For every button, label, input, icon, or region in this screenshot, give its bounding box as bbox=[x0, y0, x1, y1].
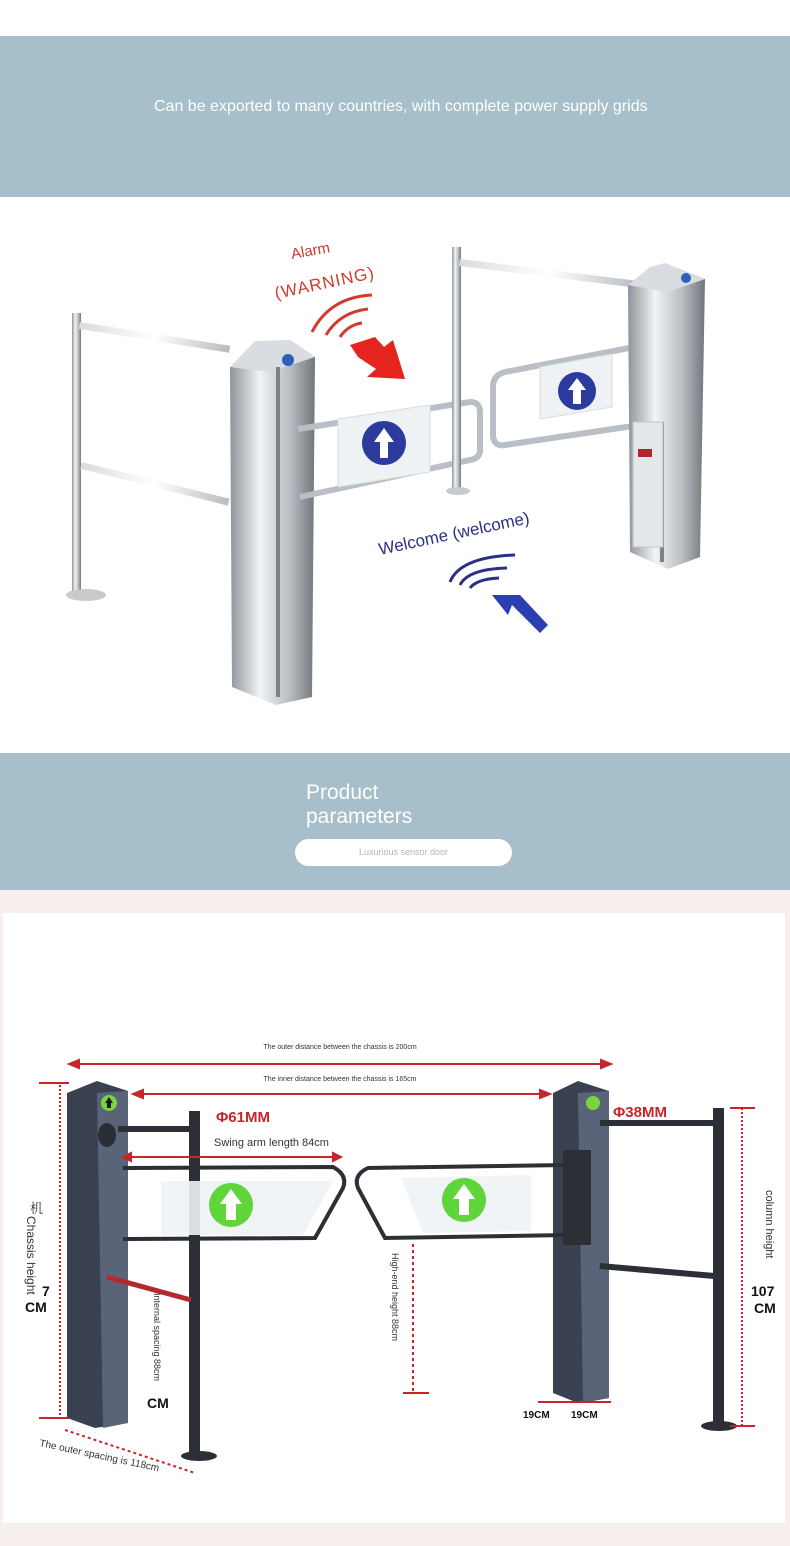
left-cabinet bbox=[230, 340, 315, 705]
high-end-label: High-end height 88cm bbox=[390, 1253, 400, 1342]
inner-distance-dimension bbox=[133, 1090, 550, 1098]
outer-distance-label: The outer distance between the chassis is 200cm bbox=[263, 1044, 417, 1051]
alarm-label: Alarm bbox=[289, 239, 332, 263]
right-dark-cabinet bbox=[553, 1081, 609, 1403]
column-height-dimension bbox=[730, 1108, 755, 1426]
chassis-value-1: 7 bbox=[42, 1283, 50, 1299]
internal-spacing-label: Internal spacing 88cm bbox=[152, 1293, 162, 1382]
welcome-signal-wave-icon bbox=[450, 555, 515, 588]
spec-diagram bbox=[3, 913, 785, 1523]
column-height-label: column height bbox=[763, 1190, 775, 1259]
internal-cm-label: CM bbox=[147, 1395, 169, 1411]
outer-spacing-label: The outer spacing is 118cm bbox=[38, 1438, 161, 1475]
right-post bbox=[599, 1108, 737, 1431]
phi61-label: Φ61MM bbox=[216, 1109, 270, 1126]
chassis-char: 机 bbox=[30, 1201, 44, 1216]
column-value-2: CM bbox=[754, 1300, 776, 1316]
welcome-label: Welcome (welcome) bbox=[376, 508, 532, 559]
top-banner bbox=[0, 36, 790, 197]
blue-arrow-icon bbox=[492, 595, 548, 633]
chassis-height-text: Chassis height bbox=[24, 1216, 38, 1295]
hero-product-image bbox=[0, 197, 790, 753]
swing-arm-label: Swing arm length 84cm bbox=[214, 1137, 329, 1149]
red-arrow-icon bbox=[350, 337, 405, 379]
column-value-1: 107 bbox=[751, 1283, 775, 1299]
phi38-label: Φ38MM bbox=[613, 1104, 667, 1121]
swing-arm-dimension bbox=[123, 1153, 341, 1161]
swing-gate-illustration bbox=[0, 197, 790, 753]
warning-label: (WARNING) bbox=[272, 263, 377, 303]
spec-diagram-card bbox=[3, 913, 785, 1523]
export-tagline: Can be exported to many countries, with complete power supply grids bbox=[154, 98, 648, 115]
outer-distance-dimension bbox=[69, 1060, 611, 1068]
right-cabinet bbox=[628, 263, 705, 569]
high-end-dimension bbox=[403, 1244, 429, 1393]
parameters-title: Product parameters bbox=[306, 781, 413, 828]
left-spec-arm bbox=[123, 1167, 344, 1239]
base-right-label: 19CM bbox=[571, 1410, 598, 1421]
left-railing bbox=[66, 313, 230, 601]
sensor-door-pill: Luxurious sensor door bbox=[295, 839, 512, 866]
left-dark-cabinet bbox=[67, 1081, 128, 1428]
inner-distance-label: The inner distance between the chassis is 165cm bbox=[263, 1076, 417, 1083]
chassis-value-2: CM bbox=[25, 1299, 47, 1315]
chassis-height-dimension bbox=[39, 1083, 69, 1418]
alarm-signal-wave-icon bbox=[312, 295, 372, 337]
product-parameters-banner bbox=[0, 753, 790, 890]
right-spec-arm bbox=[357, 1165, 568, 1238]
base-left-label: 19CM bbox=[523, 1410, 550, 1421]
